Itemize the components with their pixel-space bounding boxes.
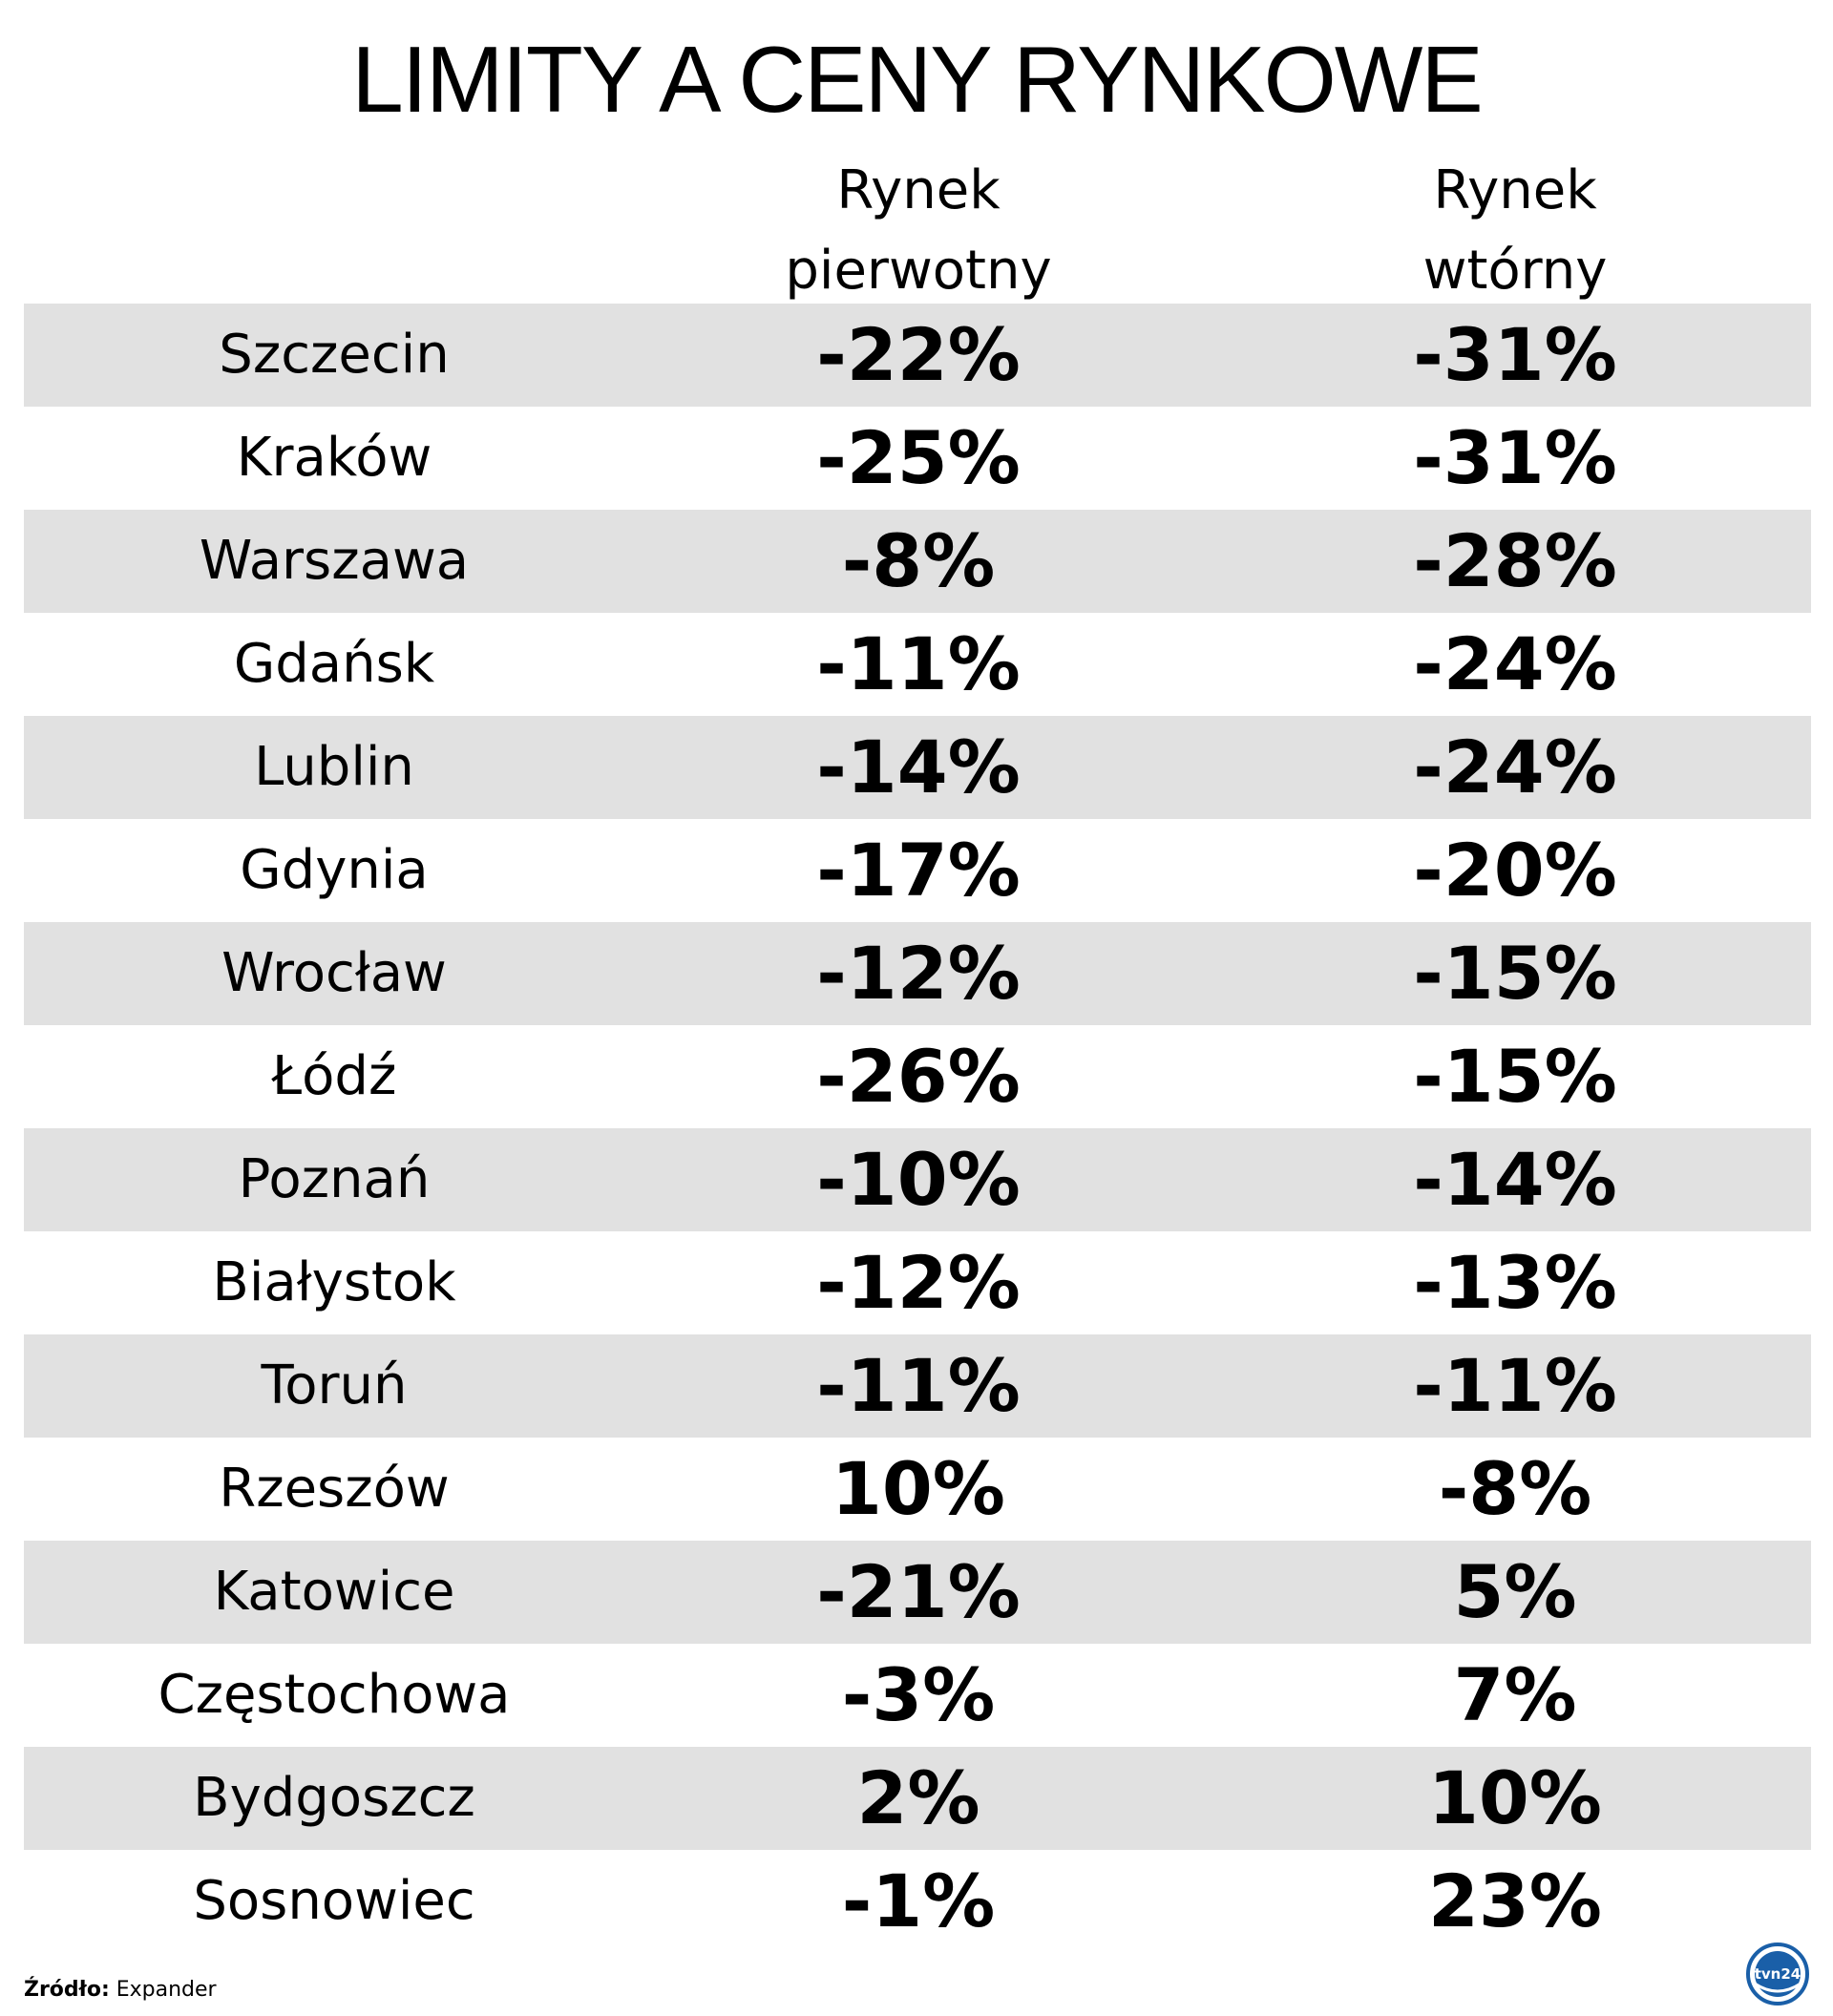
- secondary-market-value: 10%: [1428, 1755, 1602, 1840]
- table-row: [24, 1025, 1811, 1128]
- table-row: [24, 613, 1811, 716]
- table-row: [24, 922, 1811, 1025]
- primary-market-value: -12%: [816, 1240, 1021, 1325]
- secondary-market-value: 5%: [1453, 1549, 1577, 1634]
- primary-market-value: -11%: [816, 1343, 1021, 1428]
- secondary-market-value: -14%: [1413, 1137, 1617, 1222]
- column-header-primary-line2: pierwotny: [785, 240, 1052, 302]
- table-row: [24, 1541, 1811, 1644]
- secondary-market-value: -8%: [1438, 1446, 1592, 1531]
- city-name: Częstochowa: [158, 1664, 511, 1726]
- city-name: Rzeszów: [219, 1458, 450, 1520]
- primary-market-value: -3%: [841, 1652, 996, 1737]
- city-name: Sosnowiec: [193, 1870, 475, 1932]
- secondary-market-value: -28%: [1413, 518, 1617, 603]
- secondary-market-value: -13%: [1413, 1240, 1617, 1325]
- city-name: Gdynia: [240, 839, 429, 901]
- primary-market-value: 2%: [856, 1755, 980, 1840]
- city-name: Kraków: [236, 427, 432, 489]
- table-row: [24, 1850, 1811, 1953]
- primary-market-value: -26%: [816, 1034, 1021, 1119]
- secondary-market-value: 23%: [1428, 1858, 1602, 1943]
- column-header-primary-line1: Rynek: [836, 159, 1001, 221]
- table-row: [24, 510, 1811, 613]
- table-row: [24, 819, 1811, 922]
- city-name: Wrocław: [221, 942, 447, 1004]
- table-row: [24, 304, 1811, 407]
- secondary-market-value: -20%: [1413, 828, 1617, 913]
- primary-market-value: -1%: [841, 1858, 996, 1943]
- city-name: Lublin: [254, 736, 414, 798]
- primary-market-value: -10%: [816, 1137, 1021, 1222]
- column-header-primary-market: [680, 151, 1157, 311]
- primary-market-value: -14%: [816, 724, 1021, 809]
- column-header-secondary-line1: Rynek: [1433, 159, 1597, 221]
- secondary-market-value: -24%: [1413, 724, 1617, 809]
- city-name: Białystok: [212, 1251, 456, 1313]
- source-note: [24, 1976, 217, 2005]
- secondary-market-value: -31%: [1413, 312, 1617, 397]
- data-table: [24, 304, 1811, 1953]
- tvn24-logo-icon: [1745, 1942, 1810, 2006]
- secondary-market-value: 7%: [1453, 1652, 1577, 1737]
- table-row: [24, 1128, 1811, 1231]
- city-name: Bydgoszcz: [193, 1767, 475, 1829]
- primary-market-value: -17%: [816, 828, 1021, 913]
- page-title: LIMITY A CENY RYNKOWE: [351, 27, 1482, 132]
- source-label: Źródło:: [24, 1978, 110, 2002]
- city-name: Poznań: [238, 1148, 431, 1210]
- primary-market-value: 10%: [832, 1446, 1005, 1531]
- table-row: [24, 1438, 1811, 1541]
- table-row: [24, 407, 1811, 510]
- table-row: [24, 1644, 1811, 1747]
- secondary-market-value: -24%: [1413, 621, 1617, 706]
- city-name: Warszawa: [199, 530, 470, 592]
- table-row: [24, 716, 1811, 819]
- primary-market-value: -11%: [816, 621, 1021, 706]
- city-name: Katowice: [213, 1561, 455, 1623]
- source-value: Expander: [116, 1978, 217, 2002]
- column-header-secondary-market: [1276, 151, 1754, 311]
- table-row: [24, 1334, 1811, 1438]
- secondary-market-value: -15%: [1413, 931, 1617, 1016]
- primary-market-value: -21%: [816, 1549, 1021, 1634]
- city-name: Toruń: [261, 1354, 408, 1417]
- secondary-market-value: -15%: [1413, 1034, 1617, 1119]
- city-name: Gdańsk: [233, 633, 435, 695]
- primary-market-value: -12%: [816, 931, 1021, 1016]
- primary-market-value: -25%: [816, 415, 1021, 500]
- logo-text: tvn24: [1754, 1965, 1801, 1983]
- table-row: [24, 1231, 1811, 1334]
- table-row: [24, 1747, 1811, 1850]
- city-name: Szczecin: [219, 324, 450, 386]
- primary-market-value: -8%: [841, 518, 996, 603]
- primary-market-value: -22%: [816, 312, 1021, 397]
- secondary-market-value: -31%: [1413, 415, 1617, 500]
- column-header-secondary-line2: wtórny: [1422, 240, 1608, 302]
- city-name: Łódź: [271, 1045, 397, 1107]
- secondary-market-value: -11%: [1413, 1343, 1617, 1428]
